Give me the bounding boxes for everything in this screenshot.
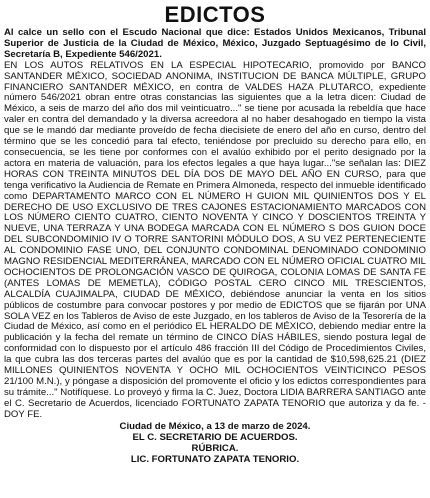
signature-block: [4, 421, 426, 466]
signer-role: EL C. SECRETARIO DE ACUERDOS.: [132, 431, 298, 443]
notice-title: EDICTOS: [164, 2, 266, 27]
seal-statement: Al calce un sello con el Escudo Nacional que dice: Estados Unidos Mexicanos, Tribunal Superior de Justicia de la Ciudad de México, México, Juzgado Septuagésimo de lo Civil, Secretaría B, Expediente 546/2021.: [4, 27, 426, 60]
place-date: Ciudad de México, a 13 de marzo de 2024.: [119, 420, 311, 432]
rubrica-label: RÚBRICA.: [191, 443, 239, 455]
signer-name: LIC. FORTUNATO ZAPATA TENORIO.: [130, 454, 300, 466]
notice-body: EN LOS AUTOS RELATIVOS EN LA ESPECIAL HIPOTECARIO, promovido por BANCO SANTANDER MÉXICO, SOCIEDAD ANONIMA, INSTITUCION DE BANCA MÚLTIPLE, GRUPO FINANCIERO SANTANDER MÉXICO, en contra de VALDES HAZA PLUTARCO, expediente número 546/2021 obran entre otras constancias las siguientes que a la letra dicen: Ciudad de México, a seis de marzo del año dos mil veinticuatro..." se tiene por acusada la rebeldía que hace valer en contra del demandado y la diversa acreedora al no haber desahogado en tiempo la vista que se le mandó dar mediante proveído de fecha diecisiete de enero del año en curso, dentro del término que se les concedió para tal efecto, teniéndose por precluido su derecho para ello, en consecuencia, se les tiene por conformes con el avalúo exhibido por el perito designado por la actora en materia de valuación, para los efectos legales a que haya lugar..."se señalan las: DIEZ HORAS CON TREINTA MINUTOS DEL DÍA DOS DE MAYO DEL AÑO EN CURSO, para que tenga verificativo la Audiencia de Remate en Primera Almoneda, respecto del inmueble identificado como DEPARTAMENTO MARCO CON EL NÚMERO H GUION MIL QUINIENTOS DOS Y EL DERECHO DE USO EXCLUSIVO DE TRES CAJONES ESTACIONAMIENTO MARCADOS CON LOS NÚMERO CIENTO CUATRO, CIENTO NOVENTA Y CINCO Y DOSCIENTOS TREINTA Y NUEVE, UNA TERRAZA Y UNA BODEGA MARCADA CON EL NÚMERO S DOS GUION DOCE DEL SUBCONDOMINIO IV O TORRE SANTORINI MÓDULO DOS, A SU VEZ PERTENECIENTE AL CONDOMINIO FASE UNO, DEL CONJUNTO CONDOMINAL DENOMINADO CONDOMINIO MAGNO RESIDENCIAL MEDITERRÁNEA, MARCADO CON EL NÚMERO OFICIAL CUATRO MIL OCHOCIENTOS DE PROLONGACIÓN VASCO DE QUIROGA, COLONIA LOMAS DE SANTA FE (ANTES LOMAS DE MEMETLA), CÓDIGO POSTAL CERO CINCO MIL TRESCIENTOS, ALCALDÍA CUAJIMALPA, CIUDAD DE MÉXICO, debiéndose anunciar la venta en los sitios públicos de costumbre para convocar postores y por medio de EDICTOS que se fijarán por UNA SOLA VEZ en los Tableros de Aviso de este Juzgado, en los tableros de Aviso de la Tesorería de la Ciudad de México, así como en el periódico EL HERALDO DE MÉXICO, debiendo mediar entre la publicación y la fecha del remate un término de CINCO DÍAS HÁBILES, siendo postura legal de conformidad con lo dispuesto por el artículo 486 fracción III del Código de Procedimientos Civiles, la que cubra las dos terceras partes del avalúo que es por la cantidad de $10,598,625.21 (DIEZ MILLONES QUINIENTOS NOVENTA Y OCHO MIL OCHOCIENTOS VEINTICINCO PESOS 21/100 M.N.), y póngase a disposición del promovente el oficio y los edictos correspondientes para su trámite..." Notifíquese. Lo proveyó y firma la C. Juez, Doctora LIDIA BARRERA SANTIAGO ante el C. Secretario de Acuerdos, licenciado FORTUNATO ZAPATA TENORIO que autoriza y da fe. - DOY FE.: [4, 59, 426, 420]
